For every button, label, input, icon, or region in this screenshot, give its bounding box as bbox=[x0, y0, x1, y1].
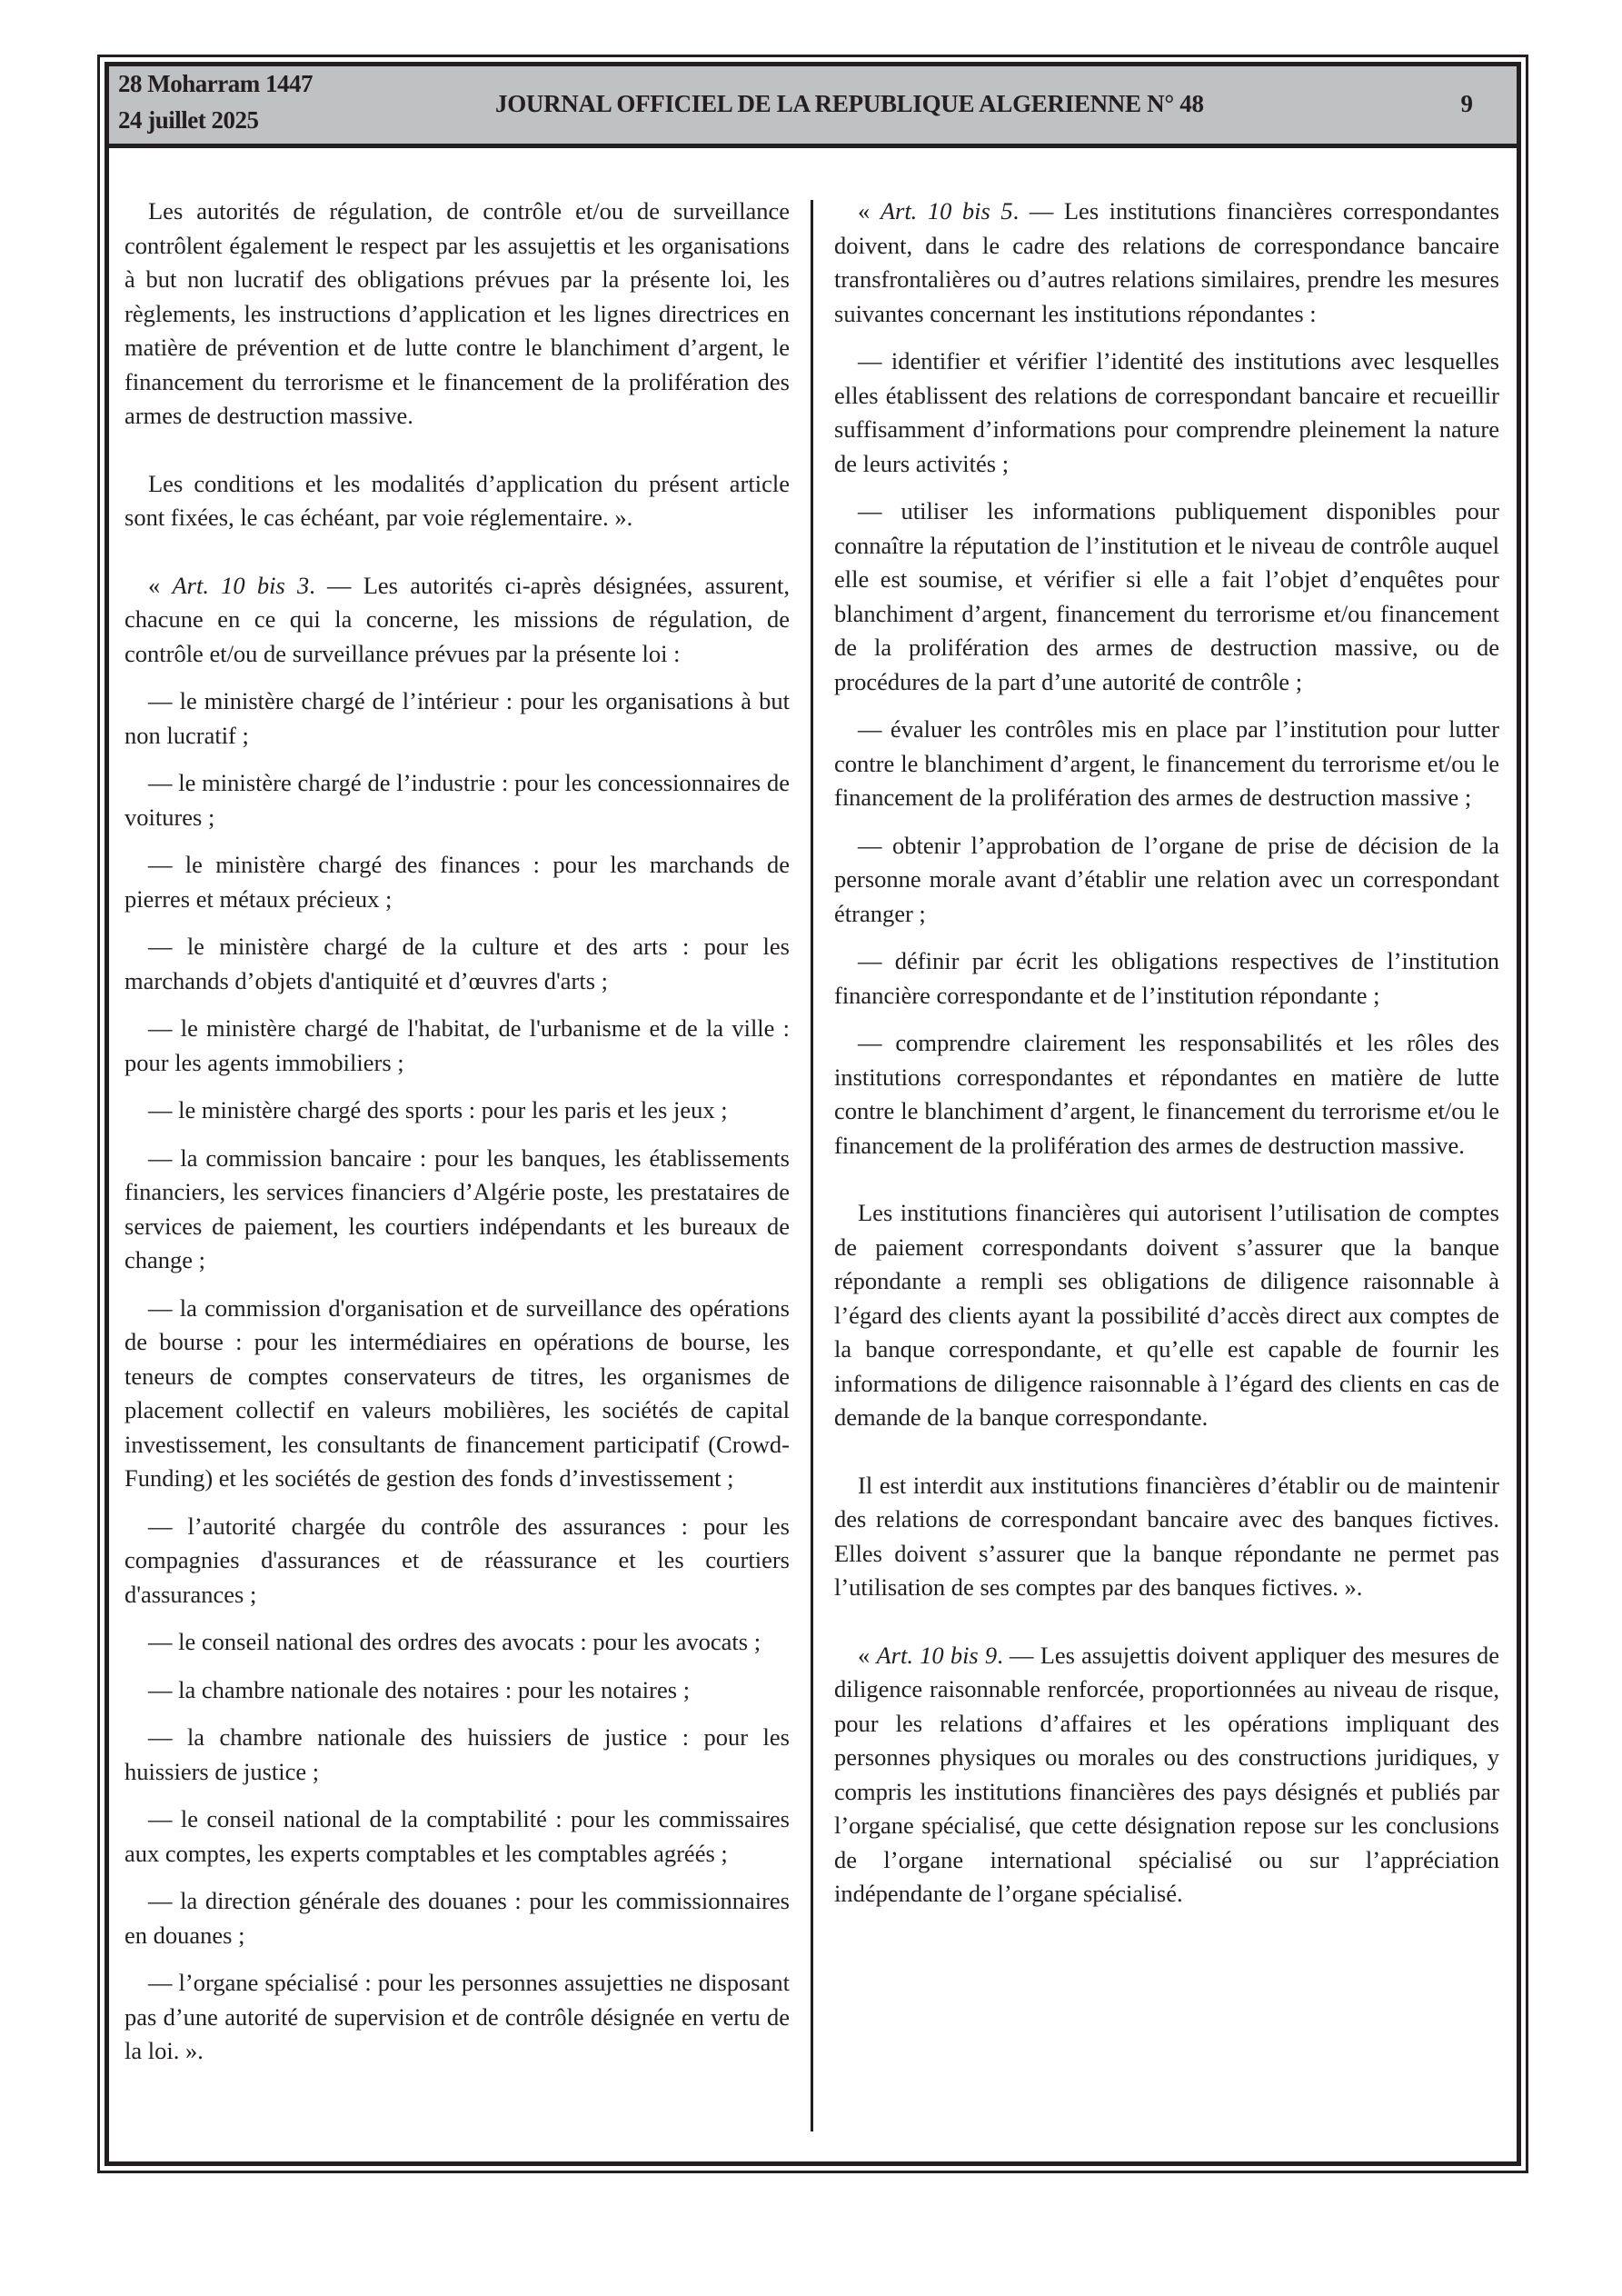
article-text: . — Les institutions financières correspondantes doivent, dans le cadre des relations de correspondance bancaire transfrontalières ou d’autres relations similaires, prendre les mesures suivantes concernant les institutions répondantes : bbox=[834, 197, 1500, 327]
right-column bbox=[834, 195, 1499, 1925]
list-item: — le ministère chargé de l’industrie : pour les concessionnaires de voitures ; bbox=[124, 769, 790, 831]
list-item: — la commission bancaire : pour les banques, les établissements financiers, les services financiers d’Algérie poste, les prestataires de services de paiement, les courtiers indépendants et les bureaux de change ; bbox=[124, 1143, 790, 1273]
article-10-bis-5 bbox=[834, 195, 1499, 331]
paragraph: Les conditions et les modalités d’application du présent article sont fixées, le cas échéant, par voie réglementaire. ». bbox=[124, 469, 790, 531]
list-item: — comprendre clairement les responsabilités et les rôles des institutions correspondantes et répondantes en matière de lutte contre le blanchiment d’argent, le financement du terrorisme et/ou le financement de la prolifération des armes de destruction massive. bbox=[834, 1029, 1499, 1159]
quote-mark: « bbox=[148, 571, 173, 599]
list-item: — la chambre nationale des huissiers de justice : pour les huissiers de justice ; bbox=[124, 1723, 790, 1785]
article-label: Art. 10 bis 9 bbox=[876, 1641, 998, 1669]
list-item: — identifier et vérifier l’identité des institutions avec lesquelles elles établissent des relations de correspondant bancaire et recueillir suffisamment d’informations pour comprendre pleinement la nature de leurs activités ; bbox=[834, 347, 1499, 477]
article-label: Art. 10 bis 5 bbox=[880, 197, 1013, 225]
list-item: — la direction générale des douanes : pour les commissionnaires en douanes ; bbox=[124, 1887, 790, 1949]
article-label: Art. 10 bis 3 bbox=[172, 571, 310, 599]
left-column bbox=[124, 195, 790, 2082]
list-item: — le ministère chargé des sports : pour les paris et les jeux ; bbox=[148, 1096, 728, 1123]
list-item: — l’autorité chargée du contrôle des assurances : pour les compagnies d'assurances et de réassurance et les courtiers d'assurances ; bbox=[124, 1512, 790, 1608]
gregorian-date: 24 juillet 2025 bbox=[118, 106, 259, 134]
article-10-bis-3 bbox=[124, 569, 790, 672]
list-item: — le ministère chargé des finances : pour les marchands de pierres et métaux précieux ; bbox=[124, 851, 790, 913]
column-divider bbox=[811, 200, 813, 2131]
list-item: — évaluer les contrôles mis en place par l’institution pour lutter contre le blanchiment d’argent, le financement du terrorisme et/ou le financement de la prolifération des armes de destruction massive ; bbox=[834, 715, 1499, 811]
list-item: — définir par écrit les obligations respectives de l’institution financière correspondante et de l’institution répondante ; bbox=[834, 947, 1499, 1009]
list-item: — le conseil national des ordres des avocats : pour les avocats ; bbox=[148, 1628, 761, 1655]
list-item: — l’organe spécialisé : pour les personnes assujetties ne disposant pas d’une autorité de supervision et de contrôle désignée en vertu de la loi. ». bbox=[124, 1969, 790, 2064]
list-item: — le ministère chargé de l’intérieur : pour les organisations à but non lucratif ; bbox=[124, 687, 790, 749]
paragraph: Les autorités de régulation, de contrôle et/ou de surveillance contrôlent également le respect par les assujettis et les organisations à but non lucratif des obligations prévues par la présente loi, les règlements, les instructions d’application et les lignes directrices en matière de prévention et de lutte contre le blanchiment d’argent, le financement du terrorisme et le financement de la prolifération des armes de destruction massive. bbox=[124, 197, 790, 429]
list-item: — la commission d'organisation et de surveillance des opérations de bourse : pour les intermédiaires en opérations de bourse, les teneurs de comptes conservateurs de titres, les organismes de placement collectif en valeurs mobilières, les sociétés de capital investissement, les consultants de financement participatif (Crowd-Funding) et les sociétés de gestion des fonds d’investissement ; bbox=[124, 1293, 790, 1492]
paragraph: Les institutions financières qui autorisent l’utilisation de comptes de paiement correspondants doivent s’assurer que la banque répondante a rempli ses obligations de diligence raisonnable à l’égard des clients ayant la possibilité d’accès direct aux comptes de la banque correspondante, et qu’elle est capable de fournir les informations de diligence raisonnable à l’égard des clients en cas de demande de la banque correspondante. bbox=[834, 1199, 1499, 1431]
journal-title: JOURNAL OFFICIEL DE LA REPUBLIQUE ALGERIENNE N° 48 bbox=[495, 90, 1204, 117]
quote-mark: « bbox=[858, 1641, 877, 1669]
quote-mark: « bbox=[858, 197, 881, 225]
list-item: — le conseil national de la comptabilité : pour les commissaires aux comptes, les experts comptables et les comptables agréés ; bbox=[124, 1805, 790, 1867]
list-item: — la chambre nationale des notaires : pour les notaires ; bbox=[148, 1675, 691, 1703]
article-text: . — Les autorités ci-après désignées, assurent, chacune en ce qui la concerne, les missions de régulation, de contrôle et/ou de surveillance prévues par la présente loi : bbox=[124, 571, 791, 667]
page-number: 9 bbox=[1460, 90, 1473, 117]
list-item: — le ministère chargé de l'habitat, de l'urbanisme et de la ville : pour les agents immobiliers ; bbox=[124, 1014, 790, 1076]
list-item: — utiliser les informations publiquement disponibles pour connaître la réputation de l’institution et le niveau de contrôle auquel elle est soumise, et vérifier si elle a fait l’objet d’enquêtes pour blanchiment d’argent, financement du terrorisme et/ou financement de la prolifération des armes de destruction massive, ou de procédures de la part d’une autorité de contrôle ; bbox=[834, 497, 1499, 695]
list-item: — le ministère chargé de la culture et des arts : pour les marchands d’objets d'antiquité et d’œuvres d'arts ; bbox=[124, 933, 790, 994]
article-10-bis-9 bbox=[834, 1639, 1499, 1912]
hijri-date: 28 Moharram 1447 bbox=[118, 70, 313, 97]
page-header bbox=[109, 66, 1517, 148]
article-text: . — Les assujettis doivent appliquer des mesures de diligence raisonnable renforcée, proportionnées au niveau de risque, pour les relations d’affaires et les opérations impliquant des personnes physiques ou morales ou des constructions juridiques, y compris les institutions financières des pays désignés et publiés par l’organe spécialisé, que cette désignation repose sur les conclusions de l’organe international spécialisé ou sur l’appréciation indépendante de l’organe spécialisé. bbox=[834, 1641, 1499, 1907]
paragraph: Il est interdit aux institutions financières d’établir ou de maintenir des relations de correspondant bancaire avec des banques fictives. Elles doivent s’assurer que la banque répondante ne permet pas l’utilisation de ses comptes par des banques fictives. ». bbox=[834, 1471, 1499, 1601]
list-item: — obtenir l’approbation de l’organe de prise de décision de la personne morale avant d’établir une relation avec un correspondant étranger ; bbox=[834, 831, 1499, 927]
